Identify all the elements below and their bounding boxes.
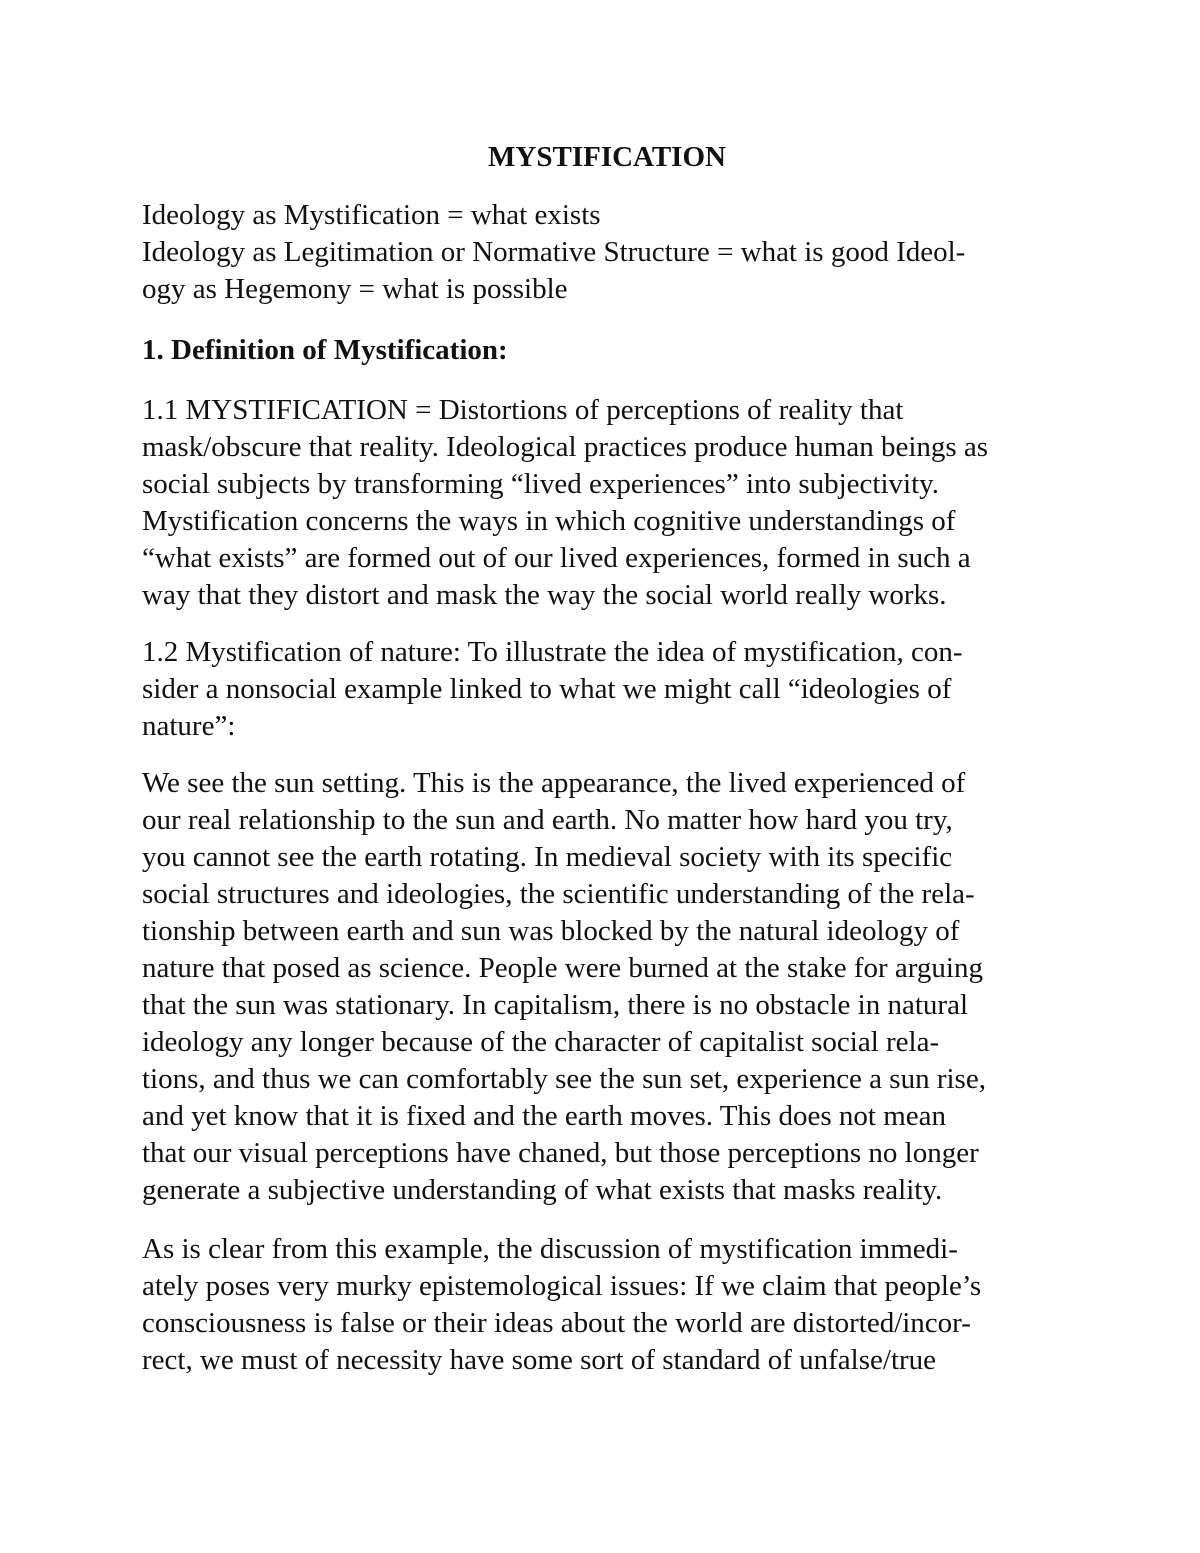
paragraph-line: nature that posed as science. People were burned at the stake for arguing [142, 952, 983, 984]
paragraph-line: generate a subjective understanding of what exists that masks reality. [142, 1174, 943, 1206]
paragraph-nature [142, 634, 1062, 745]
intro-line: ogy as Hegemony = what is possible [142, 273, 568, 305]
paragraph-line: you cannot see the earth rotating. In medieval society with its specific [142, 841, 953, 873]
paragraph-line: rect, we must of necessity have some sort of standard of unfalse/true [142, 1344, 937, 1376]
paragraph-line: our real relationship to the sun and earth. No matter how hard you try, [142, 804, 953, 836]
paragraph-line: “what exists” are formed out of our lived experiences, formed in such a [142, 542, 971, 574]
section-heading: 1. Definition of Mystification: [142, 334, 508, 366]
paragraph-sun-example [142, 765, 1062, 1209]
paragraph-line: consciousness is false or their ideas about the world are distorted/incor- [142, 1307, 971, 1339]
section-heading-block [142, 330, 1062, 370]
paragraph-line: 1.2 Mystification of nature: To illustrate the idea of mystification, con- [142, 636, 963, 668]
paragraph-line: ideology any longer because of the character of capitalist social rela- [142, 1026, 940, 1058]
intro-line: Ideology as Mystification = what exists [142, 199, 601, 231]
paragraph-line: social subjects by transforming “lived experiences” into subjectivity. [142, 468, 940, 500]
paragraph-line: mask/obscure that reality. Ideological practices produce human beings as [142, 431, 989, 463]
paragraph-line: tions, and thus we can comfortably see the sun set, experience a sun rise, [142, 1063, 986, 1095]
paragraph-line: sider a nonsocial example linked to what we might call “ideologies of [142, 673, 952, 705]
paragraph-line: ately poses very murky epistemological issues: If we claim that people’s [142, 1270, 982, 1302]
paragraph-line: We see the sun setting. This is the appearance, the lived experienced of [142, 767, 966, 799]
paragraph-line: social structures and ideologies, the scientific understanding of the rela- [142, 878, 975, 910]
paragraph-line: way that they distort and mask the way the social world really works. [142, 579, 947, 611]
page-title: MYSTIFICATION [488, 141, 726, 173]
paragraph-line: As is clear from this example, the discussion of mystification immedi- [142, 1233, 958, 1265]
paragraph-line: that our visual perceptions have chaned, but those perceptions no longer [142, 1137, 979, 1169]
intro-block [142, 197, 1062, 308]
paragraph-line: that the sun was stationary. In capitalism, there is no obstacle in natural [142, 989, 969, 1021]
paragraph-line: nature”: [142, 710, 236, 742]
intro-line: Ideology as Legitimation or Normative Structure = what is good Ideol- [142, 236, 966, 268]
paragraph-line: and yet know that it is fixed and the earth moves. This does not mean [142, 1100, 947, 1132]
document-body [142, 137, 1062, 1379]
paragraph-line: 1.1 MYSTIFICATION = Distortions of perceptions of reality that [142, 394, 904, 426]
paragraph-epistemology [142, 1231, 1062, 1379]
paragraph-line: tionship between earth and sun was blocked by the natural ideology of [142, 915, 960, 947]
paragraph-line: Mystification concerns the ways in which cognitive understandings of [142, 505, 956, 537]
paragraph-definition [142, 392, 1062, 614]
